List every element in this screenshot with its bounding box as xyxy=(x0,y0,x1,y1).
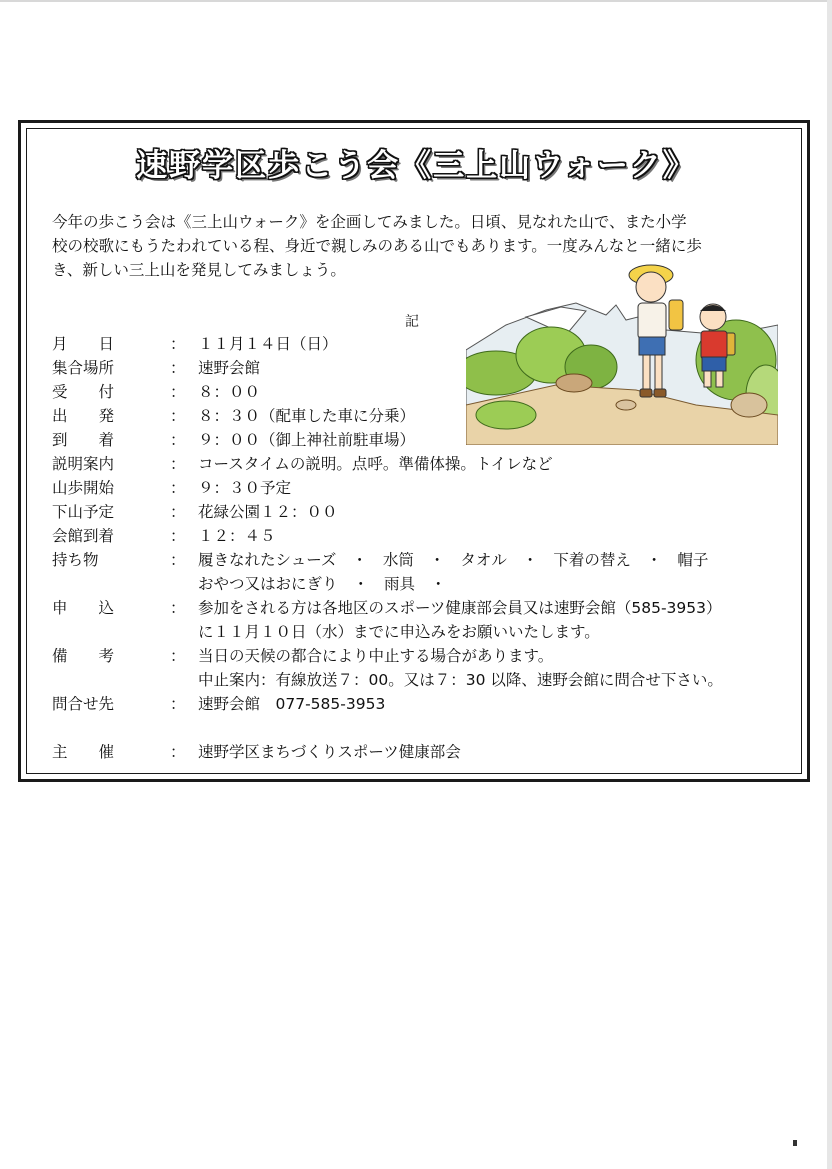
detail-value: 履きなれたシューズ ・ 水筒 ・ タオル ・ 下着の替え ・ 帽子 xyxy=(198,551,709,569)
intro-line-1: 今年の歩こう会は《三上山ウォーク》を企画してみました。日頃、見なれた山で、また小学 xyxy=(52,213,687,231)
detail-value: １１月１４日（日） xyxy=(198,335,338,353)
detail-colon: ： xyxy=(170,335,186,353)
detail-value: ９：００（御上神社前駐車場） xyxy=(198,431,416,449)
detail-value: 花緑公園１２：００ xyxy=(198,503,338,521)
detail-colon: ： xyxy=(170,551,186,569)
detail-row-notes xyxy=(52,644,792,668)
detail-value: おやつ又はおにぎり ・ 雨具 ・ xyxy=(198,575,447,593)
detail-row-briefing xyxy=(52,452,792,476)
detail-row-application xyxy=(52,596,792,620)
detail-row-date xyxy=(52,332,792,356)
detail-row-belongings xyxy=(52,548,792,572)
detail-row-belongings-cont xyxy=(52,572,792,596)
detail-label: 説明案内 xyxy=(52,455,115,473)
detail-row-notes-cont xyxy=(52,668,792,692)
detail-value: に１１月１０日（水）までに申込みをお願いいたします。 xyxy=(198,623,600,641)
detail-colon: ： xyxy=(170,743,186,761)
detail-label: 下山予定 xyxy=(52,503,115,521)
detail-label: 出 発 xyxy=(52,407,115,425)
detail-label: 受 付 xyxy=(52,383,115,401)
ki-heading: 記 xyxy=(405,314,419,330)
detail-colon: ： xyxy=(170,527,186,545)
detail-row-arrival xyxy=(52,428,792,452)
detail-value: コースタイムの説明。点呼。準備体操。トイレなど xyxy=(198,455,553,473)
detail-row-organizer xyxy=(52,740,792,764)
detail-colon: ： xyxy=(170,503,186,521)
detail-row-hike-start xyxy=(52,476,792,500)
detail-value: 速野会館 077-585-3953 xyxy=(198,695,386,713)
detail-colon: ： xyxy=(170,599,186,617)
detail-value: 当日の天候の都合により中止する場合があります。 xyxy=(198,647,554,665)
detail-row-contact xyxy=(52,692,792,716)
detail-label: 集合場所 xyxy=(52,359,115,377)
detail-value: 中止案内：有線放送７：00。又は７：30 以降、速野会館に問合せ下さい。 xyxy=(198,671,723,689)
detail-label: 問合せ先 xyxy=(52,695,115,713)
detail-label: 申 込 xyxy=(52,599,115,617)
detail-colon: ： xyxy=(170,407,186,425)
detail-row-descent xyxy=(52,500,792,524)
detail-value: 参加をされる方は各地区のスポーツ健康部会員又は速野会館（585-3953） xyxy=(198,599,722,617)
detail-value: ８：００ xyxy=(198,383,261,401)
detail-label: 会館到着 xyxy=(52,527,115,545)
detail-label: 月 日 xyxy=(52,335,115,353)
detail-colon: ： xyxy=(170,383,186,401)
detail-colon: ： xyxy=(170,359,186,377)
detail-row-reception xyxy=(52,380,792,404)
detail-colon: ： xyxy=(170,647,186,665)
detail-label: 持ち物 xyxy=(52,551,99,569)
detail-row-return xyxy=(52,524,792,548)
detail-value: ９：３０予定 xyxy=(198,479,292,497)
notice-title: 速野学区歩こう会《三上山ウォーク》 xyxy=(136,148,696,184)
detail-colon: ： xyxy=(170,695,186,713)
detail-row-meeting-place xyxy=(52,356,792,380)
detail-value: ８：３０（配車した車に分乗） xyxy=(198,407,416,425)
detail-value: 速野会館 xyxy=(198,359,261,377)
intro-line-2: 校の校歌にもうたわれている程、身近で親しみのある山でもあります。一度みんなと一緒に歩 xyxy=(52,237,702,255)
scan-mark xyxy=(793,1140,797,1146)
detail-value: １２：４５ xyxy=(198,527,276,545)
detail-label: 到 着 xyxy=(52,431,115,449)
detail-row-departure xyxy=(52,404,792,428)
scan-edge-top xyxy=(0,0,832,2)
detail-colon: ： xyxy=(170,479,186,497)
detail-label: 備 考 xyxy=(52,647,115,665)
detail-colon: ： xyxy=(170,431,186,449)
detail-label: 山歩開始 xyxy=(52,479,115,497)
detail-value: 速野学区まちづくりスポーツ健康部会 xyxy=(198,743,461,761)
detail-colon: ： xyxy=(170,455,186,473)
detail-row-application-cont xyxy=(52,620,792,644)
detail-label: 主 催 xyxy=(52,743,115,761)
intro-line-3: き、新しい三上山を発見してみましょう。 xyxy=(52,261,346,279)
